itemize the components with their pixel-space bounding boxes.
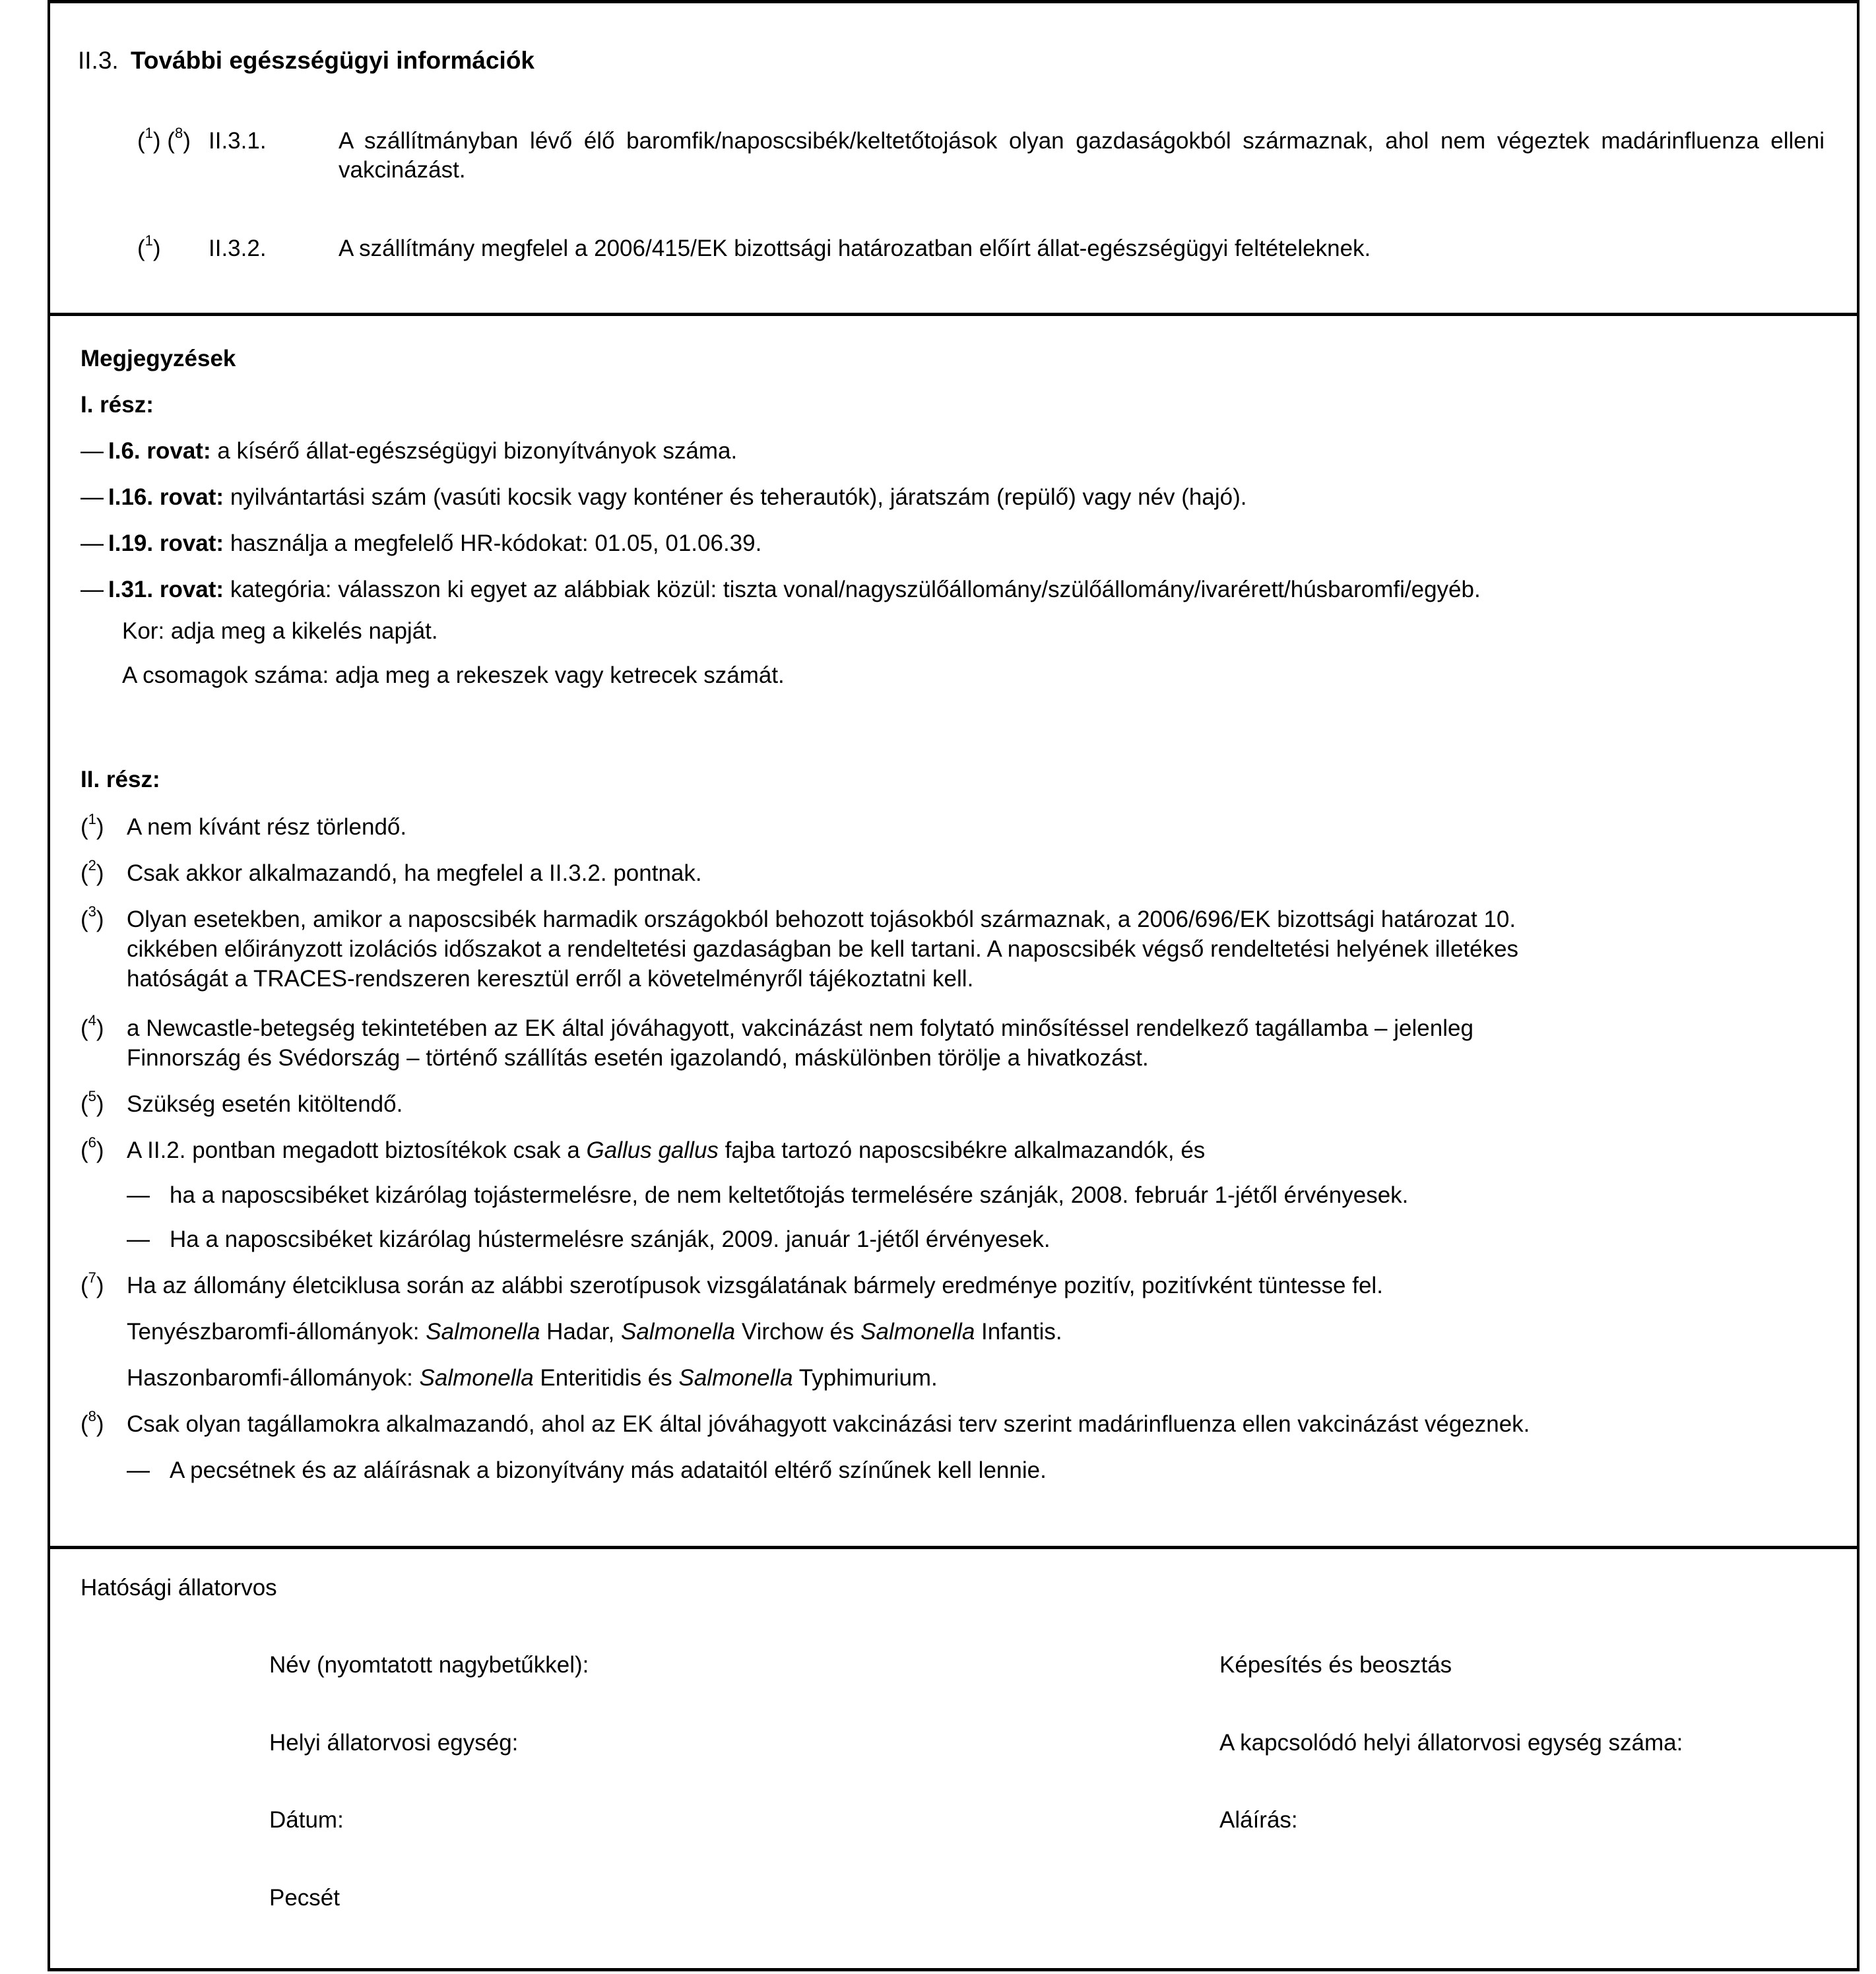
text-run: Infantis. <box>975 1319 1062 1345</box>
footnote-subitem <box>127 1225 1051 1254</box>
footnote-text: Csak olyan tagállamokra alkalmazandó, ahol az EK által jóváhagyott vakcinázási terv szerint madárinfluenza ellen vakcinázást végeznek. <box>127 1411 1530 1437</box>
subitem-text: Ha a naposcsibéket kizárólag hústermelésre szánják, 2009. január 1-jétől érvényesek. <box>170 1226 1051 1252</box>
note-subline: Kor: adja meg a kikelés napját. <box>122 618 438 644</box>
note-text: használja a megfelelő HR-kódokat: 01.05, 01.06.39. <box>230 530 762 556</box>
local-unit-field-label: Helyi állatorvosi egység: <box>269 1730 519 1756</box>
footnote-number: 5 <box>88 1088 96 1105</box>
item-number: II.3.2. <box>209 236 267 261</box>
footnote-mark: ($^6$) <box>81 1134 104 1163</box>
text-run: Enteritidis és <box>533 1365 679 1391</box>
part2-title: II. rész: <box>81 767 160 792</box>
note-text: nyilvántartási szám (vasúti kocsik vagy konténer és teherautók), járatszám (repülő) vagy név (hajó). <box>230 484 1247 510</box>
genus-name: Salmonella <box>860 1319 975 1345</box>
footnote-line: cikkében előirányzott izolációs időszakot a rendeltetési gazdaságban be kell tartani. A naposcsibék végső rendeltetési helyének illetékes <box>127 936 1519 962</box>
section-divider <box>48 1546 1860 1549</box>
item-marks: ($^1$) ($^8$) <box>137 125 191 154</box>
signature-title: Hatósági állatorvos <box>81 1575 277 1601</box>
footnote-line: Olyan esetekben, amikor a naposcsibék harmadik országokból behozott tojásokból származnak, a 2006/696/EK bizottsági határozat 10. <box>127 907 1516 932</box>
section-heading <box>78 46 534 75</box>
footnote-number: 1 <box>88 811 96 828</box>
stamp-field-label: Pecsét <box>269 1885 340 1911</box>
note-item <box>81 575 1481 604</box>
signature-field-label: Aláírás: <box>1219 1807 1298 1833</box>
footnote-line: Finnország és Svédország – történő szállítás esetén igazolandó, máskülönben törölje a hivatkozást. <box>127 1045 1149 1071</box>
text-run: Typhimurium. <box>792 1365 938 1391</box>
item-marks: ($^1$) <box>137 232 161 261</box>
footnote-subitem <box>127 1181 1408 1210</box>
genus-name: Salmonella <box>419 1365 534 1391</box>
section-title: További egészségügyi információk <box>130 47 535 74</box>
notes-title: Megjegyzések <box>81 346 236 371</box>
dash: — <box>81 530 104 556</box>
dash: — <box>127 1457 150 1483</box>
footnote-subitem <box>127 1456 1047 1485</box>
footnote-number: 3 <box>88 903 96 920</box>
footnote-ref: 8 <box>174 125 183 142</box>
note-text: a kísérő állat-egészségügyi bizonyítványok száma. <box>217 438 738 464</box>
genus-name: Salmonella <box>620 1319 736 1345</box>
field-label: I.31. rovat: <box>108 577 224 602</box>
footnote-mark: ($^1$) <box>81 811 104 840</box>
footnote-ref: 1 <box>145 125 153 142</box>
text-run: fajba tartozó naposcsibékre alkalmazandók, és <box>718 1137 1206 1163</box>
text-run: Haszonbaromfi-állományok: <box>127 1365 420 1391</box>
text-run: Tenyészbaromfi-állományok: <box>127 1319 426 1345</box>
genus-name: Salmonella <box>426 1319 540 1345</box>
footnote-line: a Newcastle-betegség tekintetében az EK által jóváhagyott, vakcinázást nem folytató minősítéssel rendelkező tagállamba – jelenleg <box>127 1015 1473 1041</box>
footnote-mark: ($^8$) <box>81 1408 104 1437</box>
footnote-mark: ($^5$) <box>81 1088 104 1117</box>
genus-name: Salmonella <box>678 1365 793 1391</box>
text-run: Hadar, <box>540 1319 621 1345</box>
subitem-text: A pecsétnek és az aláírásnak a bizonyítvány más adataitól eltérő színűnek kell lennie. <box>170 1457 1047 1483</box>
name-field-label: Név (nyomtatott nagybetűkkel): <box>269 1652 589 1678</box>
footnote-number: 7 <box>88 1269 96 1287</box>
unit-number-field-label: A kapcsolódó helyi állatorvosi egység száma: <box>1219 1730 1683 1756</box>
item-text: A szállítmányban lévő élő baromfik/naposcsibék/keltetőtojások olyan gazdaságokból származnak, ahol nem végeztek madárinfluenza elleni vakcinázást. <box>339 128 1825 183</box>
qualification-field-label: Képesítés és beosztás <box>1219 1652 1452 1678</box>
footnote-number: 6 <box>88 1134 96 1151</box>
dash: — <box>127 1226 150 1252</box>
serotype-line <box>127 1318 1062 1347</box>
dash: — <box>127 1182 150 1208</box>
text-run: Virchow és <box>735 1319 861 1345</box>
part1-title: I. rész: <box>81 392 154 418</box>
footnote-number: 8 <box>88 1408 96 1425</box>
section-divider <box>48 313 1860 316</box>
footnote-mark: ($^4$) <box>81 1012 104 1041</box>
footnote-text: Csak akkor alkalmazandó, ha megfelel a II.3.2. pontnak. <box>127 860 702 886</box>
date-field-label: Dátum: <box>269 1807 344 1833</box>
footnote-text: Ha az állomány életciklusa során az alábbi szerotípusok vizsgálatának bármely eredménye pozitív, pozitívként tüntesse fel. <box>127 1273 1383 1298</box>
note-text: kategória: válasszon ki egyet az alábbiak közül: tiszta vonal/nagyszülőállomány/szülőállomány/ivarérett/húsbaromfi/egyéb. <box>230 577 1481 602</box>
species-name: Gallus gallus <box>586 1137 719 1163</box>
note-subline: A csomagok száma: adja meg a rekeszek vagy ketrecek számát. <box>122 662 785 688</box>
footnote-mark: ($^3$) <box>81 903 104 932</box>
footnote-mark: ($^7$) <box>81 1269 104 1298</box>
dash: — <box>81 577 104 602</box>
field-label: I.19. rovat: <box>108 530 224 556</box>
field-label: I.16. rovat: <box>108 484 224 510</box>
note-item <box>81 437 737 466</box>
footnote-number: 2 <box>88 857 96 874</box>
note-item <box>81 529 761 558</box>
footnote-line: hatóságát a TRACES-rendszeren keresztül erről a követelményről tájékoztatni kell. <box>127 966 974 992</box>
subitem-text: ha a naposcsibéket kizárólag tojástermelésre, de nem keltetőtojás termelésére szánják, 2008. február 1-jétől érvényesek. <box>170 1182 1409 1208</box>
dash: — <box>81 438 104 464</box>
field-label: I.6. rovat: <box>108 438 211 464</box>
item-number: II.3.1. <box>209 128 267 154</box>
footnote-text: A nem kívánt rész törlendő. <box>127 814 407 840</box>
serotype-line <box>127 1364 938 1393</box>
dash: — <box>81 484 104 510</box>
footnote-text: Szükség esetén kitöltendő. <box>127 1091 403 1117</box>
section-number: II.3. <box>78 47 119 74</box>
note-item <box>81 483 1246 512</box>
footnote-ref: 1 <box>145 232 153 249</box>
footnote-text <box>127 1136 1205 1165</box>
footnote-mark: ($^2$) <box>81 857 104 886</box>
footnote-number: 4 <box>88 1012 96 1029</box>
text-run: A II.2. pontban megadott biztosítékok csak a <box>127 1137 587 1163</box>
item-text: A szállítmány megfelel a 2006/415/EK bizottsági határozatban előírt állat-egészségügyi feltételeknek. <box>339 236 1371 261</box>
